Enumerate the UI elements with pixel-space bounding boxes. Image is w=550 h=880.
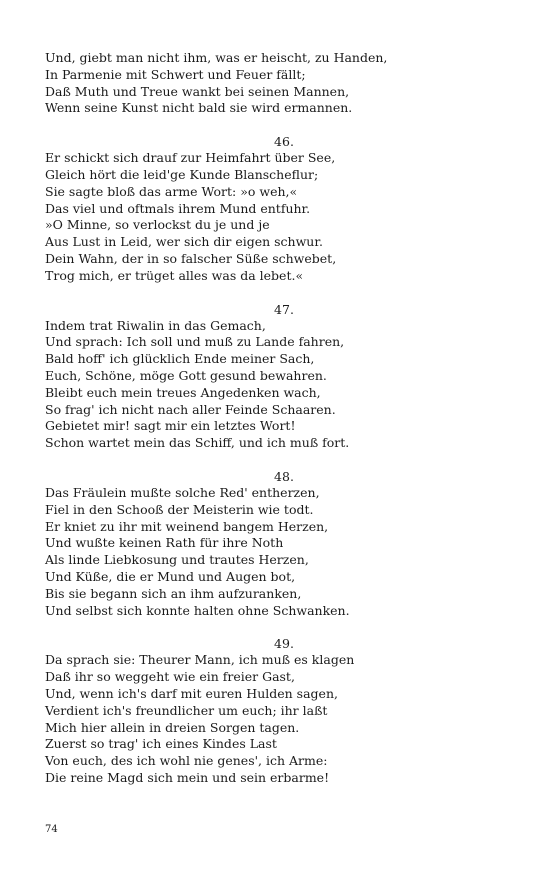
verse-line: Verdient ich's freundlicher um euch; ihr laßt bbox=[45, 702, 328, 718]
verse-line: Bis sie begann sich an ihm aufzuranken, bbox=[45, 585, 302, 601]
verse-line: In Parmenie mit Schwert und Feuer fällt; bbox=[45, 66, 306, 82]
verse-line: Wenn seine Kunst nicht bald sie wird ermannen. bbox=[45, 100, 353, 116]
verse-line: Er schickt sich drauf zur Heimfahrt über See, bbox=[45, 150, 336, 166]
page-number: 74 bbox=[45, 824, 58, 835]
stanza-number: 46. bbox=[274, 134, 294, 150]
verse-line: »O Minne, so verlockst du je und je bbox=[45, 217, 270, 233]
verse-line: Trog mich, er trüget alles was da lebet.« bbox=[45, 267, 304, 283]
verse-line: Und Küße, die er Mund und Augen bot, bbox=[45, 568, 296, 584]
verse-line: Die reine Magd sich mein und sein erbarme! bbox=[45, 769, 330, 785]
stanza-number: 49. bbox=[274, 636, 294, 652]
stanza-number: 47. bbox=[274, 301, 294, 317]
verse-line: Daß Muth und Treue wankt bei seinen Mannen, bbox=[45, 83, 350, 99]
stanza-49 bbox=[45, 635, 515, 786]
verse-line: Und selbst sich konnte halten ohne Schwanken. bbox=[45, 602, 350, 618]
verse-line: Und, wenn ich's darf mit euren Hulden sagen, bbox=[45, 685, 338, 701]
verse-line: Sie sagte bloß das arme Wort: »o weh,« bbox=[45, 183, 298, 199]
verse-line: Als linde Liebkosung und trautes Herzen, bbox=[45, 552, 309, 568]
verse-line: Gebietet mir! sagt mir ein letztes Wort! bbox=[45, 418, 296, 434]
stanza-46 bbox=[45, 133, 515, 284]
verse-line: Fiel in den Schooß der Meisterin wie todt. bbox=[45, 501, 314, 517]
verse-line: Er kniet zu ihr mit weinend bangem Herzen, bbox=[45, 518, 329, 534]
stanza-47 bbox=[45, 301, 515, 452]
verse-line: Mich hier allein in dreien Sorgen tagen. bbox=[45, 719, 300, 735]
verse-line: Indem trat Riwalin in das Gemach, bbox=[45, 317, 266, 333]
verse-line: Euch, Schöne, möge Gott gesund bewahren. bbox=[45, 367, 327, 383]
verse-line: Und wußte keinen Rath für ihre Noth bbox=[45, 535, 284, 551]
poem-page bbox=[45, 50, 515, 787]
verse-line: Bald hoff' ich glücklich Ende meiner Sach, bbox=[45, 351, 315, 367]
stanza-number: 48. bbox=[274, 468, 294, 484]
verse-line: So frag' ich nicht nach aller Feinde Schaaren. bbox=[45, 401, 336, 417]
verse-line: Gleich hört die leid'ge Kunde Blanscheflur; bbox=[45, 166, 319, 182]
stanza-48 bbox=[45, 468, 515, 619]
verse-line: Das viel und oftmals ihrem Mund entfuhr. bbox=[45, 200, 311, 216]
verse-line: Und sprach: Ich soll und muß zu Lande fahren, bbox=[45, 334, 345, 350]
verse-line: Schon wartet mein das Schiff, und ich muß fort. bbox=[45, 435, 350, 451]
verse-line: Dein Wahn, der in so falscher Süße schwebet, bbox=[45, 250, 337, 266]
verse-line: Da sprach sie: Theurer Mann, ich muß es klagen bbox=[45, 652, 355, 668]
verse-line: Aus Lust in Leid, wer sich dir eigen schwur. bbox=[45, 234, 323, 250]
verse-line: Zuerst so trag' ich eines Kindes Last bbox=[45, 736, 277, 752]
verse-line: Bleibt euch mein treues Angedenken wach, bbox=[45, 384, 321, 400]
stanza-continuation bbox=[45, 50, 515, 117]
verse-line: Das Fräulein mußte solche Red' entherzen, bbox=[45, 484, 320, 500]
verse-line: Daß ihr so weggeht wie ein freier Gast, bbox=[45, 669, 295, 685]
verse-line: Und, giebt man nicht ihm, was er heischt, zu Handen, bbox=[45, 50, 388, 65]
verse-line: Von euch, des ich wohl nie genes', ich Arme: bbox=[45, 753, 328, 769]
